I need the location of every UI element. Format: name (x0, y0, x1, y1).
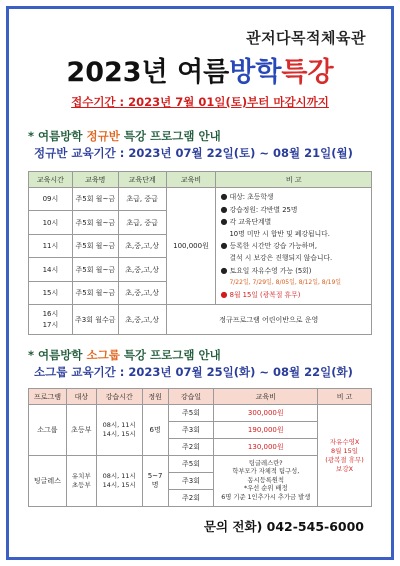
cell-days: 주2회 (168, 490, 214, 507)
section2-period: 소그룹 교육기간 : 2023년 07월 25일(화) ~ 08월 22일(화) (34, 365, 353, 379)
cell-note: 자유수영X 8월 15일 (광복절 휴무) 보강X (318, 405, 372, 507)
column-header: 강습시간 (96, 389, 142, 405)
poster-title (0, 50, 400, 89)
cell-days: 주5회 (168, 456, 214, 473)
cell-name: 주3회 월수금 (72, 305, 118, 335)
cell-level: 초,중,고,상 (118, 281, 166, 304)
title-word-special: 특강 (281, 57, 334, 88)
column-header: 프로그램 (29, 389, 67, 405)
title-word-vacation: 방학 (229, 57, 282, 88)
cell-name: 주5회 월~금 (72, 281, 118, 304)
cell-level: 초,중,고,상 (118, 305, 166, 335)
cell-name: 주5회 월~금 (72, 211, 118, 234)
column-header: 교육비 (214, 389, 318, 405)
cell-name: 주5회 월~금 (72, 188, 118, 211)
cell-target: 유치부 초등부 (66, 456, 96, 507)
section1-title: * 여름방학 정규반 특강 프로그램 안내 (28, 129, 221, 143)
cell-name: 주5회 월~금 (72, 258, 118, 281)
cell-capacity: 5~7명 (142, 456, 168, 507)
cell-time: 16시 17시 (29, 305, 73, 335)
cell-time: 09시 (29, 188, 73, 211)
title-season: 여름 (177, 57, 230, 88)
organization-name: 관저다목적체육관 (246, 29, 366, 47)
cell-level: 초급, 중급 (118, 211, 166, 234)
cell-time: 08시, 11시 14시, 15시 (96, 456, 142, 507)
cell-program: 팅글레스 (29, 456, 67, 507)
cell-target: 초등부 (66, 405, 96, 456)
small-group-table (28, 388, 372, 507)
section2-title: * 여름방학 소그룹 특강 프로그램 안내 (28, 348, 221, 362)
cell-program: 소그룹 (29, 405, 67, 456)
column-header: 교육명 (72, 172, 118, 188)
cell-fee: 300,000원 (214, 405, 318, 422)
cell-time: 08시, 11시 14시, 15시 (96, 405, 142, 456)
column-header: 정원 (142, 389, 168, 405)
cell-days: 주2회 (168, 439, 214, 456)
column-header: 교육시간 (29, 172, 73, 188)
cell-capacity: 6명 (142, 405, 168, 456)
cell-days: 주5회 (168, 405, 214, 422)
column-header: 비 고 (216, 172, 372, 188)
table-row (29, 405, 372, 422)
reception-period: 접수기간 : 2023년 7월 01일(토)부터 마감시까지 (71, 95, 329, 109)
column-header: 강습일 (168, 389, 214, 405)
cell-fee: 100,000원 (166, 188, 216, 305)
cell-fee: 130,000원 (214, 439, 318, 456)
column-header: 비 고 (318, 389, 372, 405)
cell-level: 초,중,고,상 (118, 258, 166, 281)
regular-class-table (28, 171, 372, 335)
table-header-row (29, 389, 372, 405)
cell-days: 주3회 (168, 422, 214, 439)
cell-remark: 정규프로그램 어린이반으로 운영 (166, 305, 371, 335)
column-header: 교육단계 (118, 172, 166, 188)
cell-time: 14시 (29, 258, 73, 281)
table-row (29, 305, 372, 335)
section1-period: 정규반 교육기간 : 2023년 07월 22일(토) ~ 08월 21일(월) (34, 146, 353, 160)
contact-phone: 문의 전화) 042-545-6000 (203, 519, 364, 534)
cell-time: 10시 (29, 211, 73, 234)
cell-time: 15시 (29, 281, 73, 304)
table-header-row (29, 172, 372, 188)
cell-time: 11시 (29, 234, 73, 257)
column-header: 대상 (66, 389, 96, 405)
cell-tinggles-desc: 팅글레스란? 학부모가 자체적 팀구성, 동시등록원칙 *우선 순위 배정 6명 기준 1인추가시 추가금 발생 (214, 456, 318, 507)
table-row (29, 188, 372, 211)
cell-level: 초급, 중급 (118, 188, 166, 211)
column-header: 교육비 (166, 172, 216, 188)
cell-remarks: ● 대상: 초등학생 ● 강습정원: 각반별 25명 ● 각 교육단계별 10명 미만 시 합반 및 폐강됩니다. ● 등록한 시간만 강습 가능하며, 결석 시 보강은 진행되지 않습니다. ● 토요일 자유수영 가능 (5회) 7/22일, 7/29일, 8/05일, 8/12일, 8/19일 ● 8월 15일 (광복절 휴무) (216, 188, 372, 305)
cell-level: 초,중,고,상 (118, 234, 166, 257)
cell-days: 주3회 (168, 473, 214, 490)
cell-name: 주5회 월~금 (72, 234, 118, 257)
title-year: 2023년 (66, 57, 168, 88)
cell-fee: 190,000원 (214, 422, 318, 439)
